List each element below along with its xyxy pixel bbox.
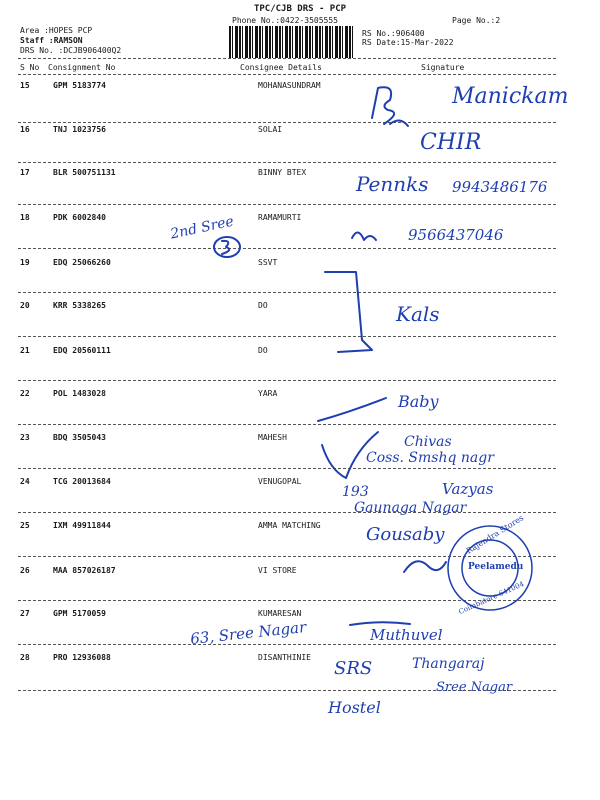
handwritten-signature: Muthuvel [370, 626, 443, 644]
handwritten-signature: Baby [398, 392, 439, 411]
row-consignment: TNJ 1023756 [53, 125, 106, 134]
row-consignment: PRO 12936088 [53, 653, 111, 662]
row-consignment: EDQ 25066260 [53, 258, 111, 267]
row-consignee: VI STORE [258, 566, 297, 575]
area-label: Area :HOPES PCP [20, 26, 93, 35]
row-sno: 24 [20, 477, 30, 486]
check-mark [318, 398, 386, 421]
row-consignee: MOHANASUNDRAM [258, 81, 321, 90]
handwritten-address: 193 [342, 484, 369, 500]
row-consignment: BLR 500751131 [53, 168, 116, 177]
handwritten-address: 63, Sree Nagar [189, 617, 307, 649]
row-sno: 19 [20, 258, 30, 267]
row-sno: 21 [20, 346, 30, 355]
drs-number: DRS No. :DCJB906400Q2 [20, 46, 122, 55]
row-consignee: BINNY BTEX [258, 168, 307, 177]
row-consignment: EDQ 20560111 [53, 346, 111, 355]
column-consignment: Consignment No [48, 63, 116, 72]
stamp-city: Coimbatore-641004 [457, 579, 526, 617]
row-consignee: SOLAI [258, 125, 283, 134]
column-signature: Signature [421, 63, 465, 72]
rs-number: RS No.:906400 [362, 29, 425, 38]
row-consignment: PDK 6002840 [53, 213, 106, 222]
handwritten-signature: Pennks [356, 172, 429, 196]
row-consignment: IXM 49911844 [53, 521, 111, 530]
page-number: Page No.:2 [452, 16, 501, 25]
handwritten-signature: Manickam [452, 84, 569, 109]
stamp-store-name: Rajendra Stores [464, 513, 526, 556]
handwritten-address: Sree Nagar [436, 680, 513, 695]
row-consignee: SSVT [258, 258, 278, 267]
handwritten-phone: 9943486176 [452, 178, 548, 196]
row-sno: 22 [20, 389, 30, 398]
column-sno: S No [20, 63, 40, 72]
row-consignee: KUMARESAN [258, 609, 302, 618]
row-consignee: DO [258, 346, 268, 355]
row-consignment: GPM 5170059 [53, 609, 106, 618]
column-consignee: Consignee Details [240, 63, 322, 72]
handwritten-signature: Kals [396, 302, 440, 326]
document-title: TPC/CJB DRS - PCP [253, 4, 347, 14]
handwritten-note: Hostel [328, 698, 381, 717]
row-consignment: TCG 20013684 [53, 477, 111, 486]
row-consignee: AMMA MATCHING [258, 521, 321, 530]
row-consignee: YARA [258, 389, 278, 398]
row-sno: 23 [20, 433, 30, 442]
row-consignee: DO [258, 301, 268, 310]
handwritten-signature: Chivas [404, 434, 452, 450]
phone-number: Phone No.:0422-3505555 [232, 16, 338, 25]
row-sno: 16 [20, 125, 30, 134]
row-consignment: KRR 5338265 [53, 301, 106, 310]
row-consignment: GPM 5183774 [53, 81, 106, 90]
handwritten-signature: Thangaraj [412, 656, 485, 672]
row-sno: 15 [20, 81, 30, 90]
row-sno: 20 [20, 301, 30, 310]
row-consignment: BDQ 3505043 [53, 433, 106, 442]
stamp-area: Peelamedu [468, 562, 524, 572]
signature-scribble [352, 232, 376, 240]
row-consignee: MAHESH [258, 433, 287, 442]
row-consignment: MAA 857026187 [53, 566, 116, 575]
row-sno: 25 [20, 521, 30, 530]
row-sno: 18 [20, 213, 30, 222]
handwritten-address: Coss. Smshq nagr [366, 450, 494, 466]
handwritten-address: Gaunaga Nagar [354, 500, 467, 516]
handwritten-signature: Vazyas [442, 480, 494, 498]
handwritten-signature: CHIR [420, 130, 482, 155]
handwritten-phone: 9566437046 [408, 226, 504, 244]
row-consignment: POL 1483028 [53, 389, 106, 398]
handwritten-note: 2nd Sree [169, 213, 236, 243]
handwritten-signature: SRS [334, 658, 373, 679]
handwritten-signature: Gousaby [366, 524, 445, 545]
staff-label: Staff :RAMSON [20, 36, 83, 45]
row-sno: 26 [20, 566, 30, 575]
row-consignee: DISANTHINIE [258, 653, 311, 662]
signature-scribble [372, 87, 408, 126]
signature-scribble [404, 561, 446, 572]
row-consignee: VENUGOPAL [258, 477, 302, 486]
row-sno: 17 [20, 168, 30, 177]
row-sno: 28 [20, 653, 30, 662]
rs-date: RS Date:15-Mar-2022 [362, 38, 454, 47]
bracket-mark [325, 272, 372, 352]
row-consignee: RAMAMURTI [258, 213, 302, 222]
row-sno: 27 [20, 609, 30, 618]
